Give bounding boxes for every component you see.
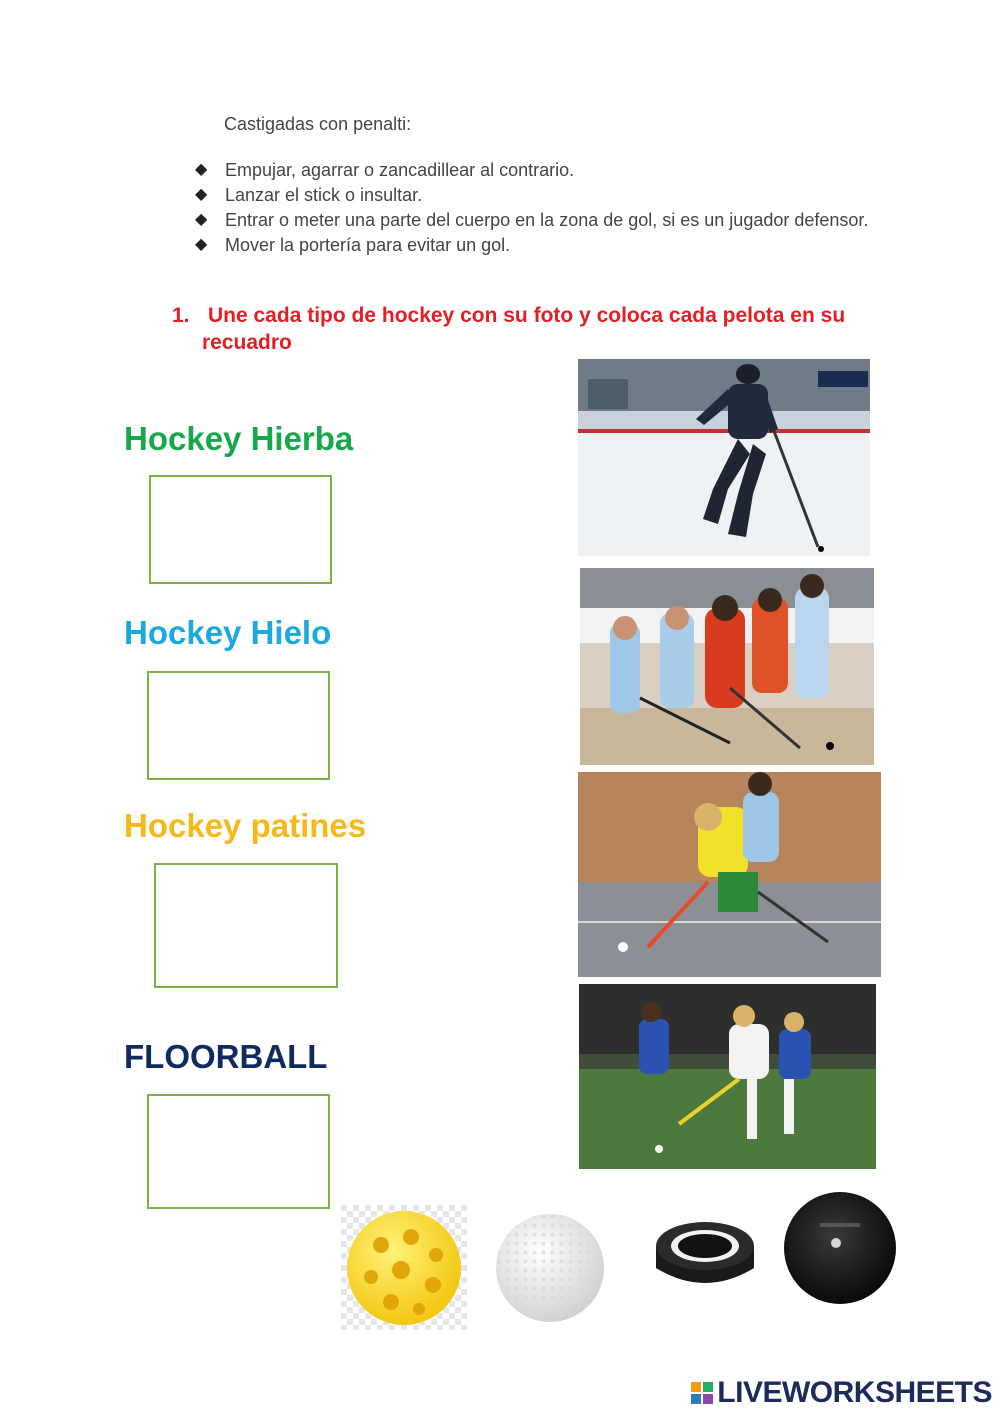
label-hockey-hierba: Hockey Hierba [124,420,354,457]
penalty-rules-list [195,160,895,260]
label-floorball: FLOORBALL [124,1038,328,1075]
diamond-bullet-icon: ◆ [195,186,208,203]
black-ball-icon [778,1188,902,1306]
field-hockey-photo[interactable] [579,984,876,1169]
floorball-image [578,772,881,977]
drop-box-hockey-patines[interactable] [154,863,338,988]
roller-hockey-ball[interactable] [778,1188,902,1306]
drop-box-hockey-hierba[interactable] [149,475,332,584]
diamond-bullet-icon: ◆ [195,211,208,228]
list-item: ◆ Empujar, agarrar o zancadillear al contrario. [195,160,575,180]
floorball-ball[interactable] [341,1205,467,1330]
field-hockey-image [579,984,876,1169]
roller-hockey-photo[interactable] [580,568,874,765]
list-item: ◆ Entrar o meter una parte del cuerpo en la zona de gol, si es un jugador defensor. [195,210,869,230]
floorball-photo[interactable] [578,772,881,977]
roller-hockey-image [580,568,874,765]
brand-text: LIVEWORKSHEETS [717,1376,992,1409]
label-hockey-hielo: Hockey Hielo [124,614,332,651]
drop-box-floorball[interactable] [147,1094,330,1209]
liveworksheets-grid-icon [691,1378,713,1400]
diamond-bullet-icon: ◆ [195,161,208,178]
task-number: 1. [172,304,190,327]
list-item: ◆ Lanzar el stick o insultar. [195,185,423,205]
field-hockey-ball[interactable] [494,1212,606,1324]
drop-box-hockey-hielo[interactable] [147,671,330,780]
diamond-bullet-icon: ◆ [195,236,208,253]
task-text-line2: recuadro [202,331,292,354]
yellow-perforated-ball-icon [341,1205,467,1330]
penalty-intro: Castigadas con penalti: [224,114,412,134]
label-hockey-patines: Hockey patines [124,807,367,844]
task-text-line1: Une cada tipo de hockey con su foto y coloca cada pelota en su [208,304,846,327]
black-puck-icon [648,1206,762,1304]
ice-hockey-puck[interactable] [648,1206,762,1304]
ice-hockey-image [578,359,870,556]
task-instruction [172,302,942,356]
ice-hockey-photo[interactable] [578,359,870,556]
list-item: ◆ Mover la portería para evitar un gol. [195,235,511,255]
white-dimpled-ball-icon [494,1212,606,1324]
liveworksheets-logo [691,1376,992,1410]
